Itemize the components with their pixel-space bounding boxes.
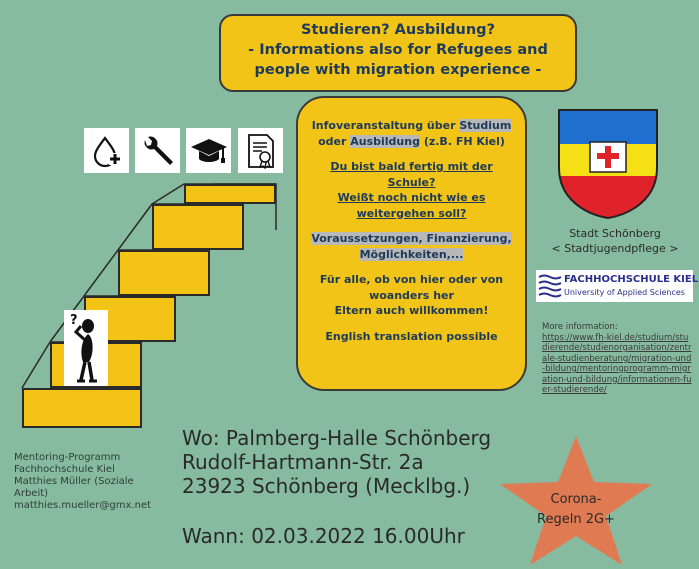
crest-caption-line-2: < Stadtjugendpflege > [551,242,679,255]
contact-line: Mentoring-Programm [14,452,121,463]
info-text: Für alle, ob von hier oder von [319,273,504,286]
info-text: woanders her [369,288,454,302]
location-line-2: Rudolf-Hartmann-Str. 2a [182,450,424,474]
title-line-2: - Informations also for Refugees and [248,42,548,58]
info-box [296,96,527,391]
contact-email: matthies.mueller@gmx.net [14,500,152,511]
highlight-voraussetzungen: Voraussetzungen, Finanzierung, [311,232,512,245]
highlight-studium: Studium [459,119,512,132]
stair-top [184,184,276,204]
highlight-ausbildung: Ausbildung [350,134,420,148]
more-info [542,322,692,396]
crest-caption [540,226,690,256]
contact-line: Matthies Müller (Soziale Arbeit) [14,476,134,499]
corona-star [494,432,658,565]
highlight-moeglichkeiten: Möglichkeiten,... [359,247,464,261]
location-line-3: 23923 Schönberg (Mecklbg.) [182,474,471,498]
info-paragraph-2 [306,159,517,221]
star-text-line-1: Corona- [550,492,602,507]
info-text: Weißt noch nicht wie es [337,191,486,204]
fh-kiel-logo [536,270,699,302]
info-paragraph-3 [306,231,517,262]
info-text: Schule? [387,175,436,189]
location-block [182,426,491,498]
info-text: oder [318,134,347,148]
star-text-line-2: Regeln 2G+ [537,512,615,527]
info-text: (z.B. FH Kiel) [423,134,505,148]
title-line-1: Studieren? Ausbildung? [301,22,495,38]
fh-logo-title: FACHHOCHSCHULE KIEL [564,274,699,285]
title-line-3: people with migration experience - [254,62,542,78]
staircase-outline [0,0,300,430]
schoenberg-crest [557,108,659,220]
stair-step-1 [22,388,142,428]
thinking-person-figure [64,310,108,386]
crest-caption-line-1: Stadt Schönberg [569,227,661,240]
contact-line: Fachhochschule Kiel [14,464,115,475]
info-text: Infoveranstaltung über [311,119,456,132]
stair-step-5 [152,204,244,250]
fh-logo-subtitle: University of Applied Sciences [564,288,685,297]
svg-text:?: ? [70,313,78,328]
more-info-link[interactable]: https://www.fh-kiel.de/studium/studierende/studienorganisation/zentrale-studienberatung/migration-und-bildung/mentoringprogramm-migration-und-bildung/informationen-fuer-studierende/ [542,332,692,395]
info-text: Du bist bald fertig mit der [330,160,493,173]
info-paragraph-1 [306,118,517,149]
info-text: Eltern auch willkommen! [334,304,489,317]
info-paragraph-4 [306,272,517,319]
info-paragraph-5: English translation possible [325,329,498,343]
contact-block [14,452,164,512]
wave-icon [538,273,562,299]
stair-step-4 [118,250,210,296]
event-date: Wann: 02.03.2022 16.00Uhr [182,524,465,548]
more-info-label: More information: [542,322,618,332]
info-text: weitergehen soll? [356,206,467,220]
location-line-1: Wo: Palmberg-Halle Schönberg [182,426,492,450]
